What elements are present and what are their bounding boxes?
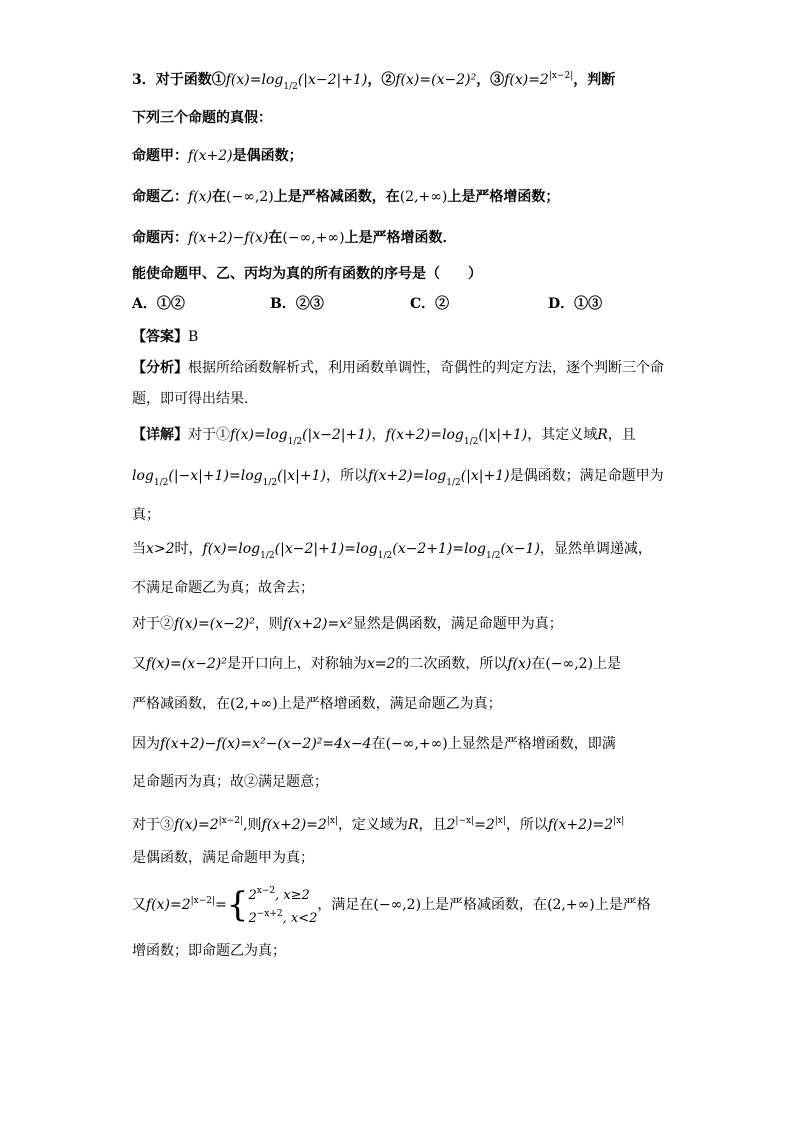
detail-line-2: $\log_{1/2}(|-x|+1)=\log_{1/2}(|x|+1)$，所以$f(x+2)=\log_{1/2}(|x|+1)$是偶函数；满足命题甲为: [132, 468, 664, 488]
detail-line-4: 当x>2时，$f(x)=\log_{1/2}(|x-2|+1)=\log_{1/2}(x-2+1)=\log_{1/2}(x-1)$，显然单调递减，: [132, 541, 652, 561]
detail-line-3: 真；: [132, 507, 160, 523]
choice-a[interactable]: A．①②: [132, 296, 185, 312]
analysis-line-2: 题，即可得出结果.: [132, 391, 249, 407]
piecewise-cases: $2^{x-2}$, x≥2 $2^{-x+2}$, x<2: [248, 886, 318, 926]
proposition-c: 命题丙：f(x+2)−f(x)在(−∞,+∞)上是严格增函数．: [132, 230, 457, 246]
detail-line-6: 对于②f(x)=(x−2)²，则f(x+2)=x²显然是偶函数，满足命题甲为真；: [132, 616, 563, 632]
detail-line-9: 因为f(x+2)−f(x)=x²−(x−2)²=4x−4在(−∞,+∞)上显然是严格增函数，即满: [132, 736, 616, 752]
question-number: 3．: [132, 72, 156, 88]
detail-line-11: 对于$③f(x)=2^{|x-2|}$,则$f(x+2)=2^{|x|}$，定义域为R，且$2^{|-x|}=2^{|x|}$，所以$f(x+2)=2^{|x|}$: [132, 816, 625, 833]
detail-line-10: 足命题丙为真；故②满足题意；: [132, 774, 328, 790]
question-line-2: 下列三个命题的真假：: [132, 110, 272, 126]
answer-value: B: [188, 329, 199, 345]
detail-line-14: 增函数；即命题乙为真；: [132, 943, 286, 959]
detail-line-5: 不满足命题乙为真；故舍去；: [132, 580, 314, 596]
piecewise-brace: {: [226, 885, 249, 925]
choice-c[interactable]: C．②: [410, 296, 450, 312]
answer-tag: 【答案】: [132, 329, 188, 345]
proposition-b: 命题乙：f(x)在(−∞,2)上是严格减函数，在(2,+∞)上是严格增函数；: [132, 189, 560, 205]
answer-line: [132, 327, 672, 347]
detail-line-7: 又f(x)=(x−2)²是开口向上，对称轴为x=2的二次函数，所以f(x)在(−∞,2)上是: [132, 656, 622, 672]
detail-line-8: 严格减函数，在(2,+∞)上是严格增函数，满足命题乙为真；: [132, 696, 502, 712]
detail-line-1: 【详解】对于$①f(x)=\log_{1/2}(|x-2|+1)$，$f(x+2)=\log_{1/2}(|x|+1)$，其定义域R，且: [132, 427, 636, 447]
choice-d[interactable]: D．①③: [548, 296, 603, 312]
proposition-a: 命题甲：f(x+2)是偶函数；: [132, 148, 303, 164]
analysis-line-1: 【分析】根据所给函数解析式，利用函数单调性，奇偶性的判定方法，逐个判断三个命: [132, 360, 664, 376]
choice-b[interactable]: B．②③: [270, 296, 324, 312]
question-line-1: 3．对于函数$①f(x)=\log_{1/2}(|x-2|+1)$，②f(x)=(x−2)²，$③f(x)=2^{|x-2|}$，判断: [132, 71, 616, 92]
detail-tag: 【详解】: [132, 427, 188, 443]
detail-line-13: 又$f(x)=2^{|x-2|}=${ $2^{x-2}$, x≥2 $2^{-x+2}$, x<2 ，满足在(−∞,2)上是严格减函数，在(2,+∞)上是严格: [132, 878, 672, 924]
analysis-tag: 【分析】: [132, 360, 188, 376]
detail-line-12: 是偶函数，满足命题甲为真；: [132, 850, 314, 866]
question-ask: 能使命题甲、乙、丙均为真的所有函数的序号是（ ）: [132, 266, 482, 282]
